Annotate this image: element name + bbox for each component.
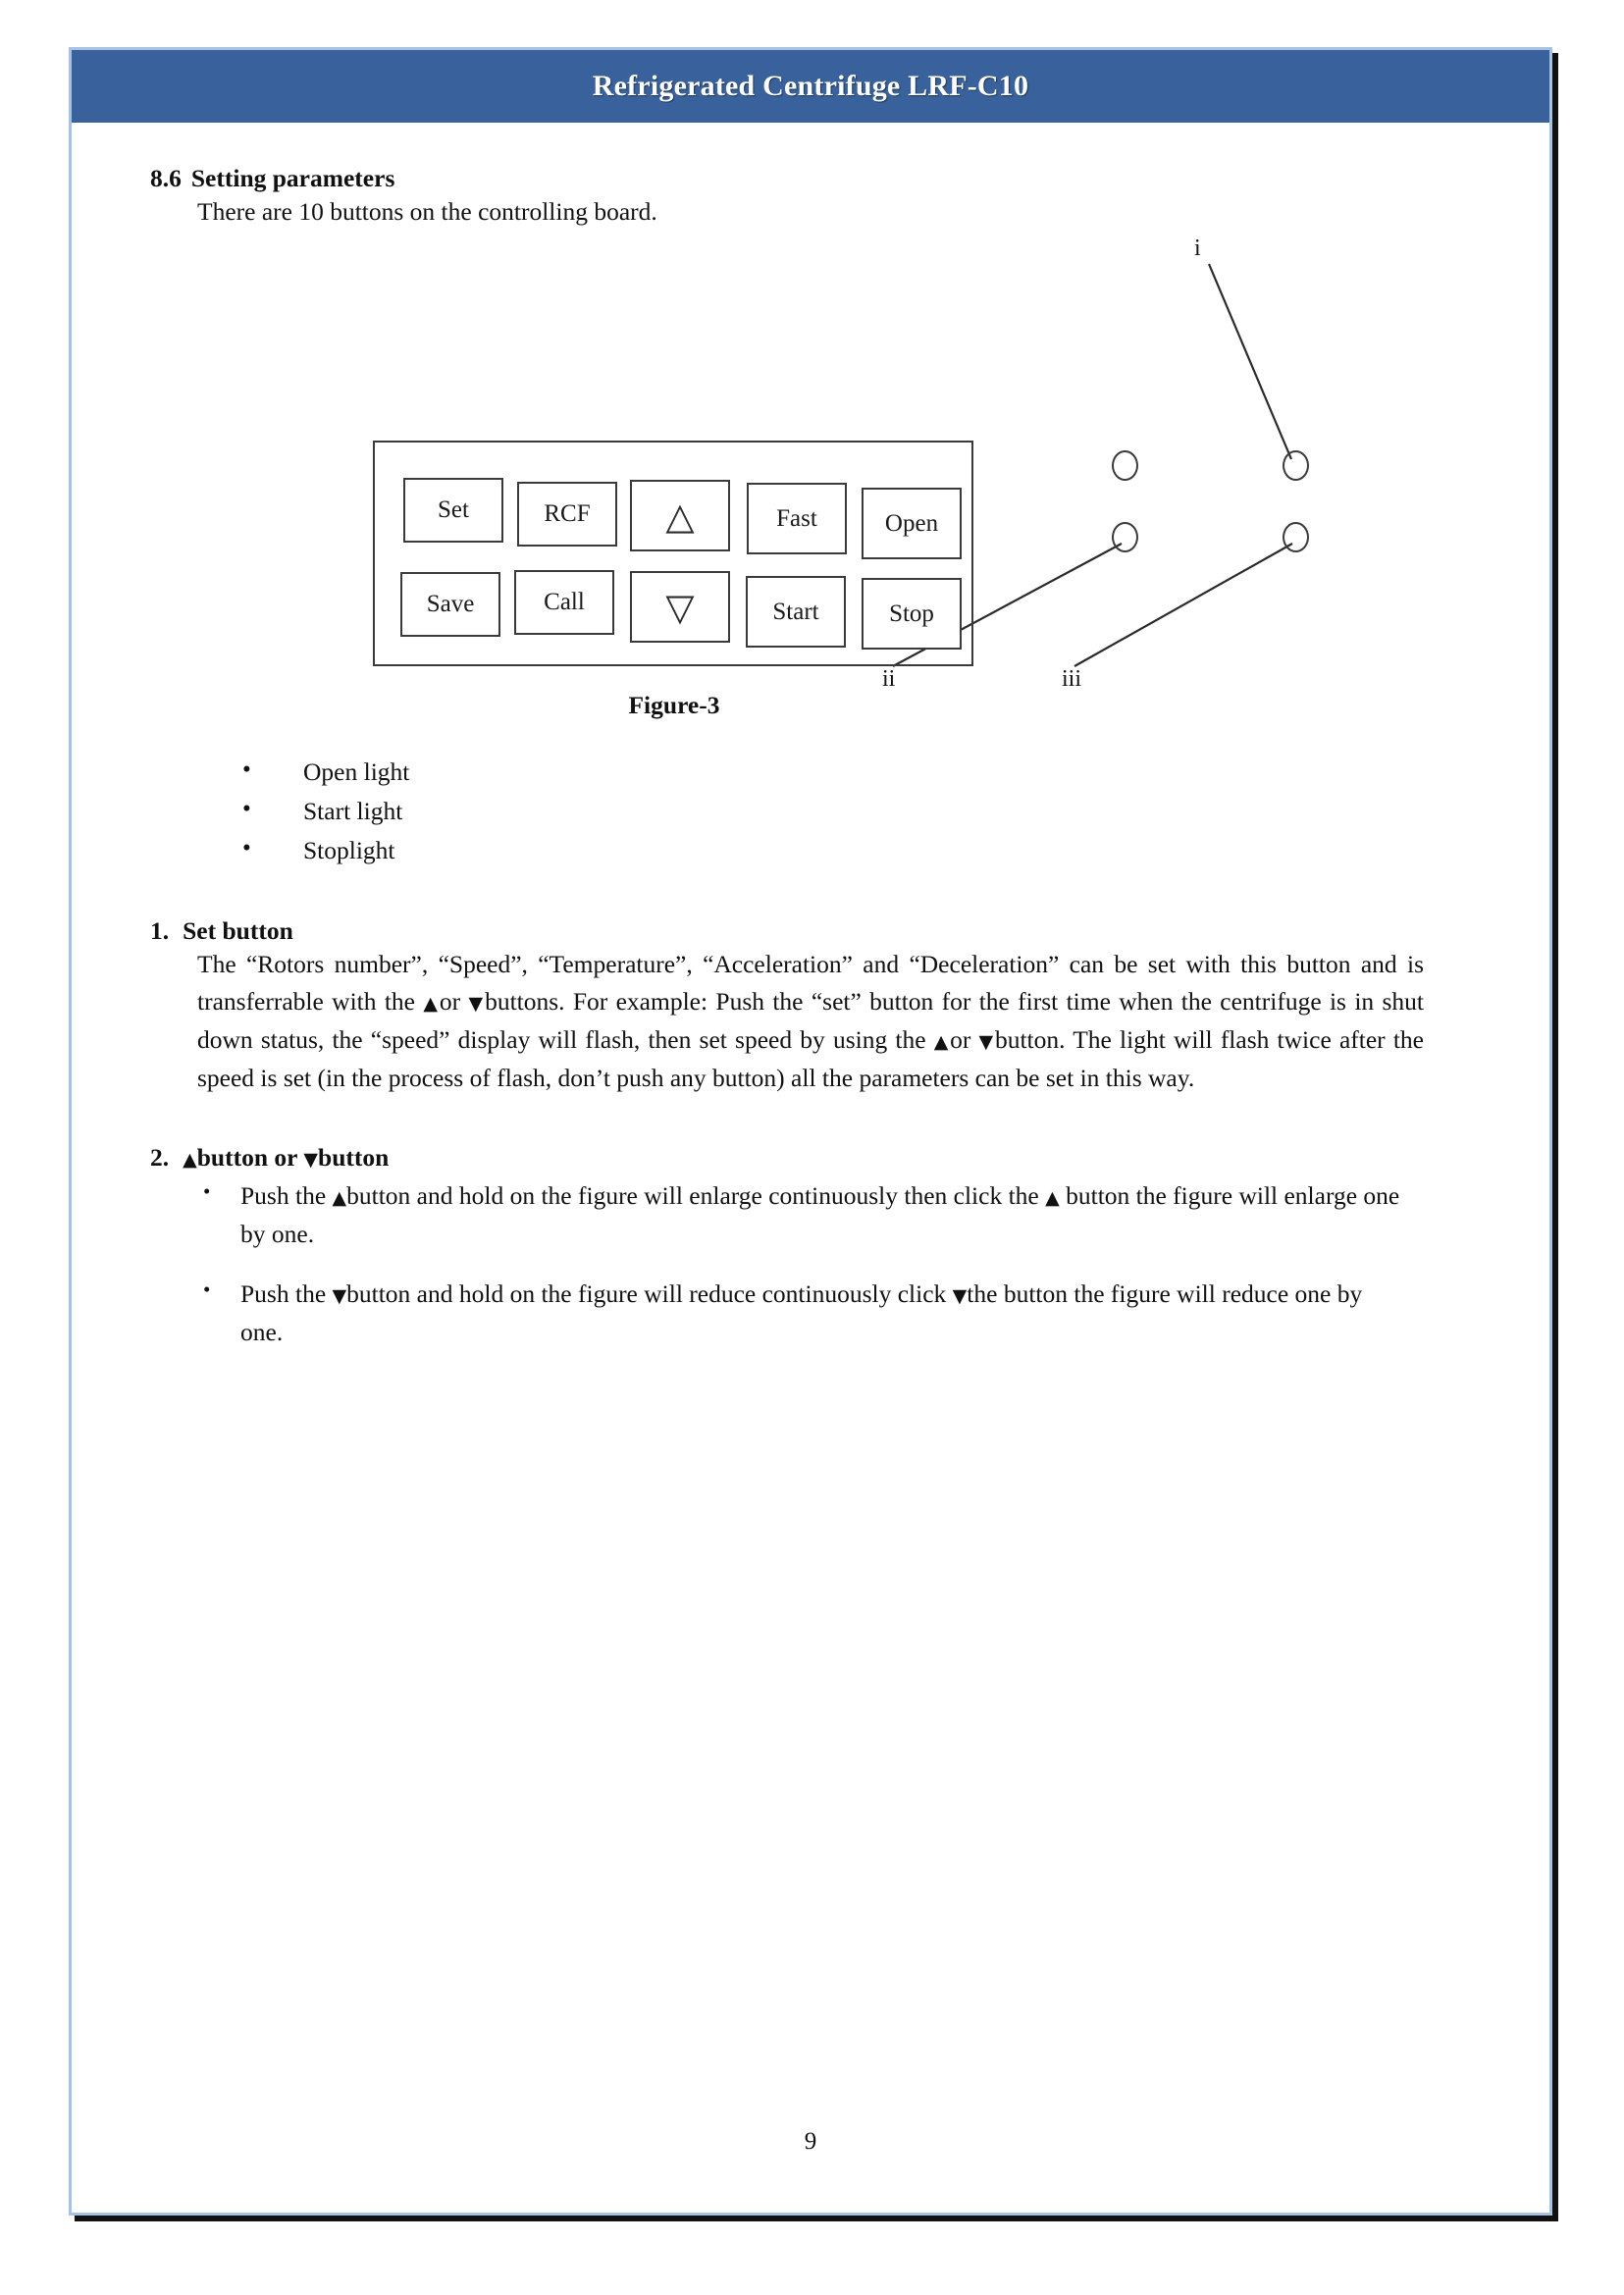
panel-button-label: Fast <box>776 504 817 532</box>
panel-button-set[interactable] <box>403 478 503 543</box>
section-title: Setting parameters <box>190 164 395 192</box>
panel-button-label: Stop <box>889 600 934 627</box>
arrow-button-bullet-list <box>134 1176 1487 1351</box>
panel-button-label: Save <box>426 591 475 618</box>
list-item-label: Stoplight <box>303 836 395 865</box>
section-number: 8.6 <box>150 164 182 192</box>
list-item-label: Start light <box>303 797 403 826</box>
page-header-band <box>72 50 1549 123</box>
lamp-legend-list <box>134 753 1487 870</box>
list-item-text: button and hold on the figure will enlarge continuously then click the <box>346 1180 1046 1210</box>
triangle-down-inline-icon: ▼ <box>978 1031 995 1054</box>
paragraph-text: or <box>439 987 469 1017</box>
panel-button-label: Set <box>438 496 469 524</box>
panel-button-up[interactable] <box>630 480 730 551</box>
page-number: 9 <box>804 2128 817 2155</box>
numbered-section-heading <box>150 916 1487 946</box>
paragraph-text: or <box>950 1025 979 1055</box>
bullet-icon: • <box>242 835 251 862</box>
triangle-down-inline-icon: ▼ <box>332 1284 347 1307</box>
figure-3-control-panel <box>134 235 1487 745</box>
panel-button-down[interactable] <box>630 571 730 643</box>
bullet-icon: • <box>203 1178 211 1203</box>
set-button-paragraph <box>197 946 1424 1098</box>
triangle-up-inline-icon: ▲ <box>1045 1186 1060 1209</box>
triangle-up-inline-icon: ▲ <box>332 1186 347 1209</box>
list-item <box>242 753 1487 792</box>
panel-button-label: Open <box>884 509 939 537</box>
panel-button-open[interactable] <box>862 488 962 559</box>
list-item-label: Open light <box>303 757 410 787</box>
document-page <box>69 47 1552 2216</box>
list-item-text: button the figure will enlarge one by one. <box>240 1180 1400 1248</box>
section-intro-text: There are 10 buttons on the controlling board. <box>197 197 657 226</box>
bullet-icon: • <box>203 1277 211 1301</box>
bullet-icon: • <box>242 796 251 823</box>
triangle-up-inline-icon: ▲ <box>933 1031 951 1054</box>
numbered-section-2 <box>134 1143 1487 1351</box>
panel-button-call[interactable] <box>514 570 614 635</box>
page-content <box>72 123 1549 1373</box>
list-item <box>197 1176 1404 1253</box>
page-title: Refrigerated Centrifuge LRF-C10 <box>592 70 1029 102</box>
figure-caption: Figure-3 <box>628 691 720 720</box>
list-item-text: the button the figure will reduce one by one. <box>240 1278 1363 1346</box>
triangle-up-inline-icon: ▲ <box>423 993 440 1016</box>
numbered-section-title: Set button <box>183 915 293 945</box>
title-text: button <box>318 1142 390 1172</box>
list-item <box>242 831 1487 870</box>
triangle-up-icon: △ <box>665 494 695 538</box>
panel-button-label: RCF <box>544 500 591 528</box>
numbered-section-title <box>183 1143 389 1173</box>
leader-label-ii: ii <box>882 666 896 693</box>
numbered-section-heading <box>150 1143 1487 1173</box>
panel-button-label: Start <box>772 598 819 625</box>
section-heading <box>150 164 1487 193</box>
list-item-text: Push the <box>240 1180 333 1210</box>
numbered-section-number: 2. <box>150 1142 170 1172</box>
triangle-down-inline-icon: ▼ <box>952 1284 968 1307</box>
triangle-down-icon: ▽ <box>665 585 695 629</box>
paragraph-text: buttons. For example: Push the “set” button for the first time when the centrifuge is in shut down status, the “speed” display will flash, then set speed by using the <box>197 987 1424 1055</box>
panel-button-start[interactable] <box>746 576 846 648</box>
leader-label-iii: iii <box>1062 666 1082 693</box>
leader-label-i: i <box>1194 235 1201 262</box>
list-item <box>197 1275 1404 1351</box>
list-item <box>242 792 1487 831</box>
numbered-section-number: 1. <box>150 915 170 945</box>
bullet-icon: • <box>242 756 251 784</box>
triangle-down-inline-icon: ▼ <box>468 993 486 1016</box>
panel-button-label: Call <box>544 589 585 616</box>
title-text: button or <box>196 1142 304 1172</box>
paragraph-text: The “Rotors number”, “Speed”, “Temperature”, “Acceleration” and “Deceleration” can be set with this button and is transferrable with the <box>197 949 1424 1017</box>
paragraph-text: button. The light will flash twice after the speed is set (in the process of flash, don’t push any button) all the parameters can be set in this way. <box>197 1025 1424 1092</box>
panel-button-save[interactable] <box>400 572 500 637</box>
list-item-text: Push the <box>240 1278 333 1308</box>
triangle-down-inline-icon: ▼ <box>303 1148 319 1171</box>
panel-button-stop[interactable] <box>862 578 962 650</box>
list-item-text: button and hold on the figure will reduce continuously click <box>346 1278 953 1308</box>
panel-button-rcf[interactable] <box>517 482 617 547</box>
numbered-section-1 <box>134 916 1487 1098</box>
panel-button-fast[interactable] <box>747 483 847 554</box>
triangle-up-inline-icon: ▲ <box>183 1148 197 1171</box>
